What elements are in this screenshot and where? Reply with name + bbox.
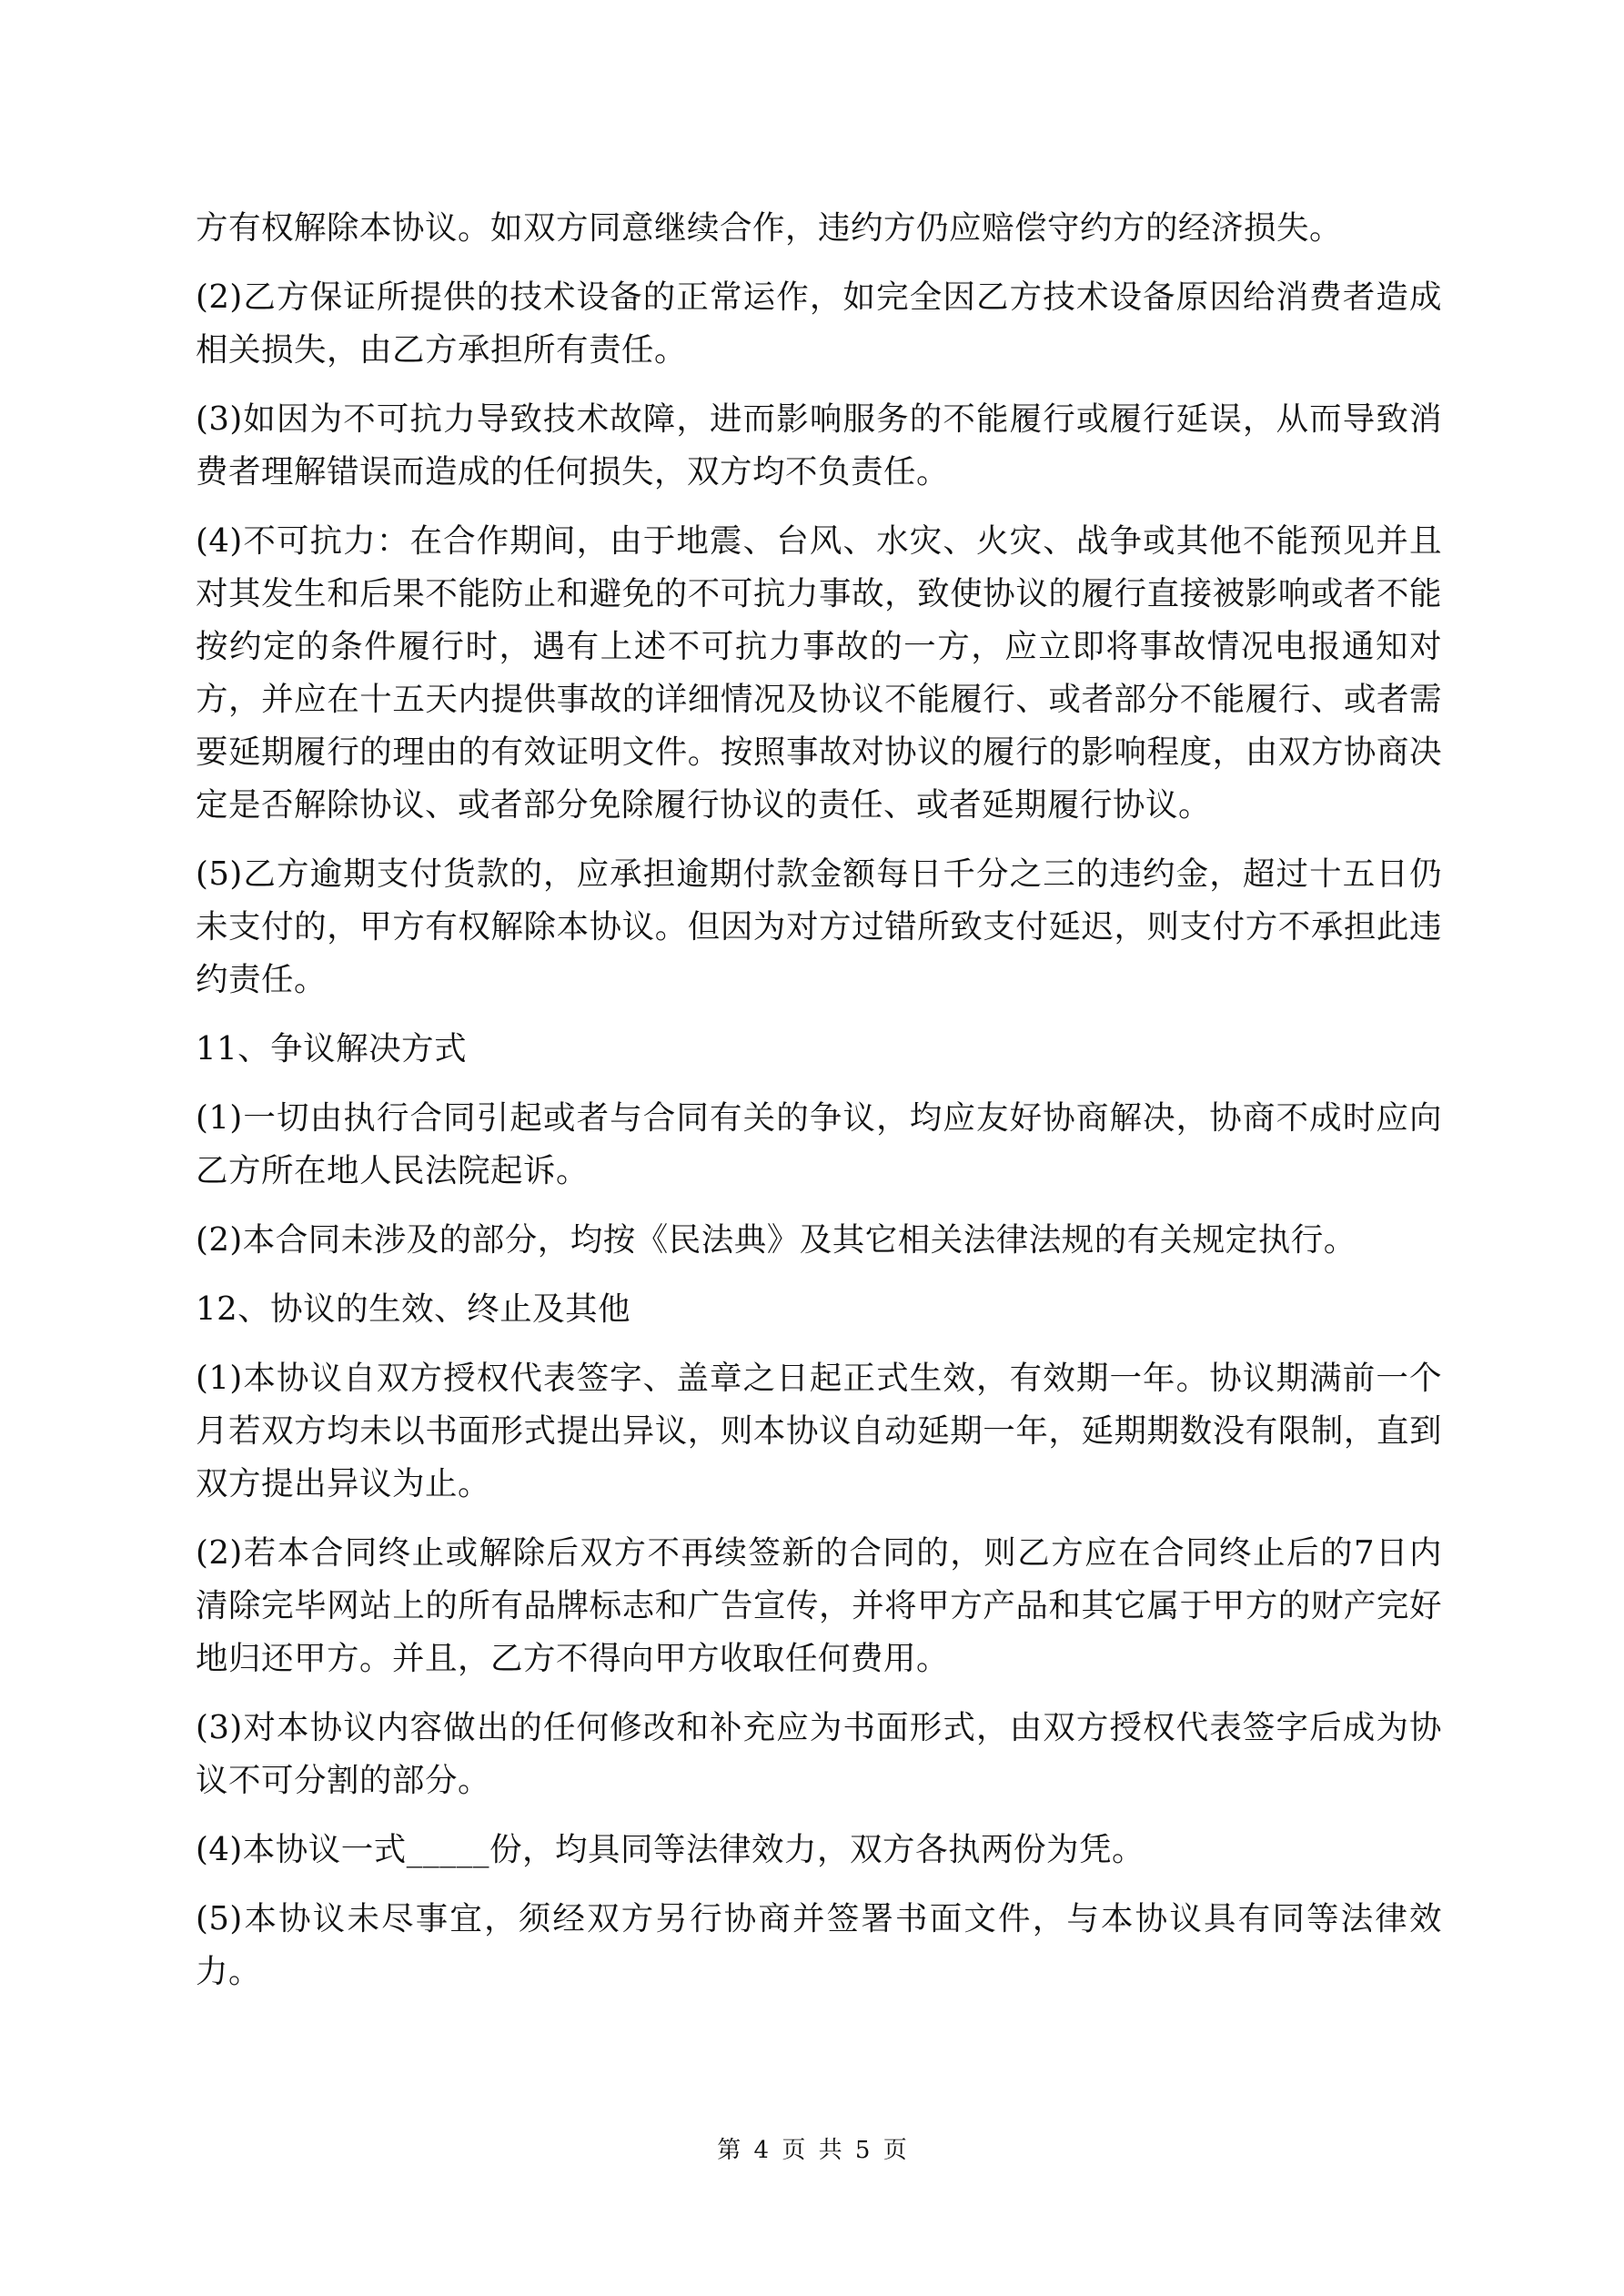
- paragraph-clause-12-5: (5)本协议未尽事宜，须经双方另行协商并签署书面文件，与本协议具有同等法律效力。: [196, 1900, 1442, 1990]
- page-number-footer: 第 4 页 共 5 页: [717, 2137, 907, 2164]
- paragraph-clause-11-2: (2)本合同未涉及的部分，均按《民法典》及其它相关法律法规的有关规定执行。: [196, 1221, 1357, 1259]
- paragraph-clause-10-4: (4)不可抗力：在合作期间，由于地震、台风、水灾、火灾、战争或其他不能预见并且对其发生和后果不能防止和避免的不可抗力事故，致使协议的履行直接被影响或者不能按约定的条件履行时，遇有上述不可抗力事故的一方，应立即将事故情况电报通知对方，并应在十五天内提供事故的详细情况及协议不能履行、或者部分不能履行、或者需要延期履行的理由的有效证明文件。按照事故对协议的履行的影响程度，由双方协商决定是否解除协议、或者部分免除履行协议的责任、或者延期履行协议。: [196, 522, 1442, 824]
- paragraph-clause-10-3: (3)如因为不可抗力导致技术故障，进而影响服务的不能履行或履行延误，从而导致消费者理解错误而造成的任何损失，双方均不负责任。: [196, 400, 1442, 491]
- section-heading-11: 11、争议解决方式: [196, 1030, 468, 1067]
- paragraph-clause-11-1: (1)一切由执行合同引起或者与合同有关的争议，均应友好协商解决，协商不成时应向乙方所在地人民法院起诉。: [196, 1099, 1442, 1189]
- section-heading-12: 12、协议的生效、终止及其他: [196, 1290, 631, 1328]
- paragraph-clause-10-2: (2)乙方保证所提供的技术设备的正常运作，如完全因乙方技术设备原因给消费者造成相关损失，由乙方承担所有责任。: [196, 278, 1442, 369]
- paragraph-clause-12-2: (2)若本合同终止或解除后双方不再续签新的合同的，则乙方应在合同终止后的7日内清除完毕网站上的所有品牌标志和广告宣传，并将甲方产品和其它属于甲方的财产完好地归还甲方。并且，乙方不得向甲方收取任何费用。: [196, 1534, 1442, 1677]
- paragraph-clause-12-3: (3)对本协议内容做出的任何修改和补充应为书面形式，由双方授权代表签字后成为协议不可分割的部分。: [196, 1709, 1442, 1799]
- document-body: [196, 202, 1442, 1998]
- paragraph-clause-12-4: (4)本协议一式_____份，均具同等法律效力，双方各执两份为凭。: [196, 1831, 1145, 1868]
- paragraph-clause-10-5: (5)乙方逾期支付货款的，应承担逾期付款金额每日千分之三的违约金，超过十五日仍未支付的，甲方有权解除本协议。但因为对方过错所致支付延迟，则支付方不承担此违约责任。: [196, 855, 1442, 998]
- paragraph-continuation: 方有权解除本协议。如双方同意继续合作，违约方仍应赔偿守约方的经济损失。: [196, 209, 1343, 247]
- paragraph-clause-12-1: (1)本协议自双方授权代表签字、盖章之日起正式生效，有效期一年。协议期满前一个月若双方均未以书面形式提出异议，则本协议自动延期一年，延期期数没有限制，直到双方提出异议为止。: [196, 1360, 1442, 1502]
